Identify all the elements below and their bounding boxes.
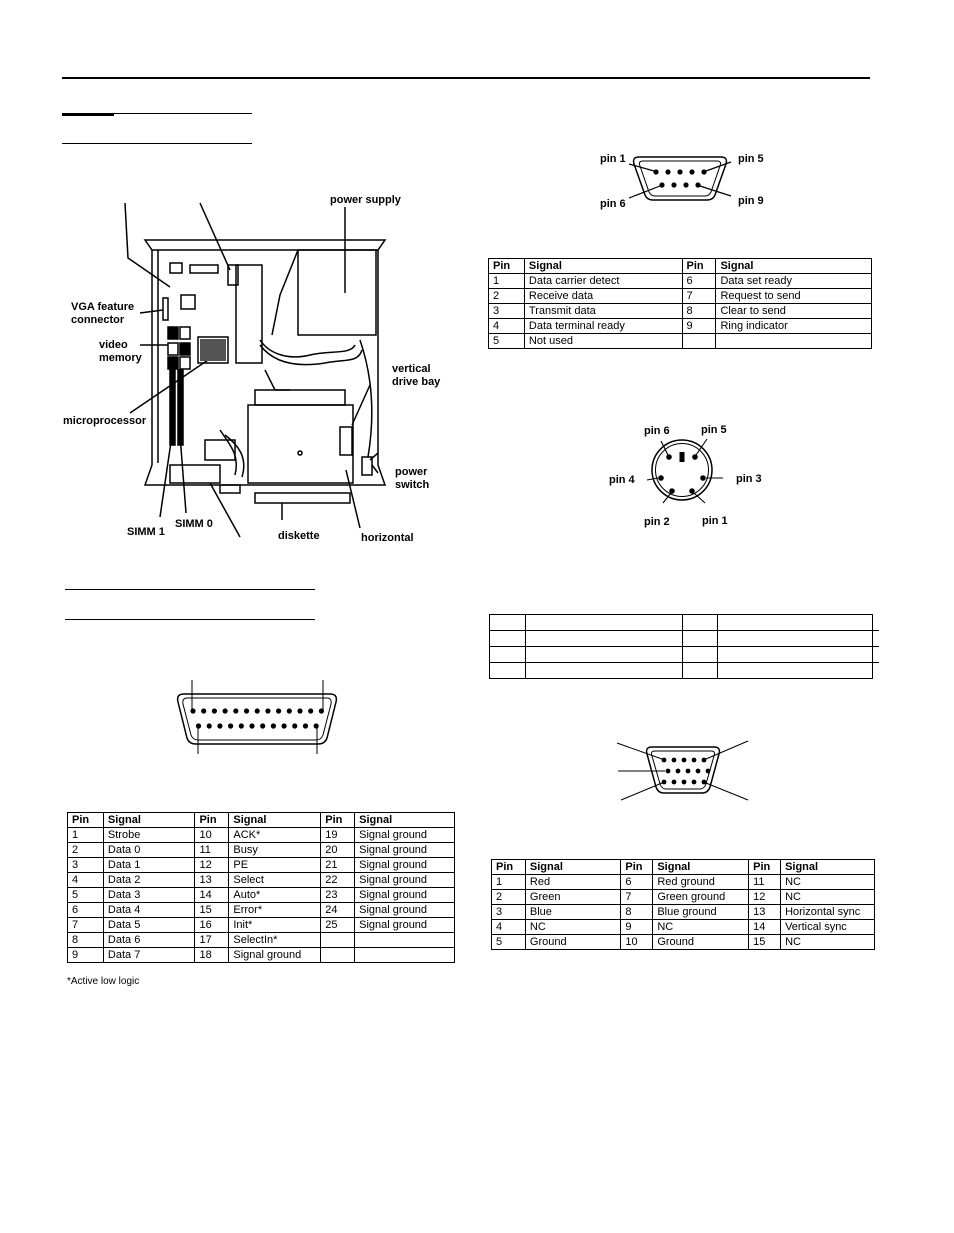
label-simm1: SIMM 1: [127, 526, 165, 538]
table-row: [492, 905, 875, 920]
heading-underline: [62, 114, 114, 116]
table-cell: PE: [229, 858, 321, 873]
table-cell: Not used: [524, 334, 682, 349]
table-cell: Data 6: [103, 933, 195, 948]
table-cell: 2: [68, 843, 104, 858]
serial-pin9-label: pin 9: [738, 195, 764, 207]
table-cell: Auto*: [229, 888, 321, 903]
table-row: [492, 935, 875, 950]
table-cell: 15: [749, 935, 781, 950]
table-row: [68, 828, 455, 843]
vga-pin-table: [491, 859, 875, 950]
table-cell: 2: [492, 890, 526, 905]
pin-dot: [249, 723, 254, 728]
table-cell: Data 7: [103, 948, 195, 963]
table-cell: 7: [682, 289, 716, 304]
serial-connector-diagram: [625, 150, 735, 205]
table-cell: Horizontal sync: [781, 905, 875, 920]
mouse-connector-diagram: [645, 435, 725, 505]
pin-dot: [314, 723, 319, 728]
table-cell: Data 5: [103, 918, 195, 933]
table-cell: 13: [749, 905, 781, 920]
table-cell: Data set ready: [716, 274, 872, 289]
table-cell: Blue: [525, 905, 620, 920]
table-row: [489, 304, 872, 319]
table-header-cell: Signal: [525, 860, 620, 875]
heading-underline: [62, 143, 252, 144]
table-cell: Ring indicator: [716, 319, 872, 334]
active-low-footnote: *Active low logic: [67, 976, 140, 987]
table-cell: Signal ground: [355, 918, 455, 933]
table-cell: [355, 933, 455, 948]
table-cell: Transmit data: [524, 304, 682, 319]
parallel-connector-diagram: [172, 676, 342, 756]
table-cell: Data 1: [103, 858, 195, 873]
table-cell: 14: [749, 920, 781, 935]
pin-dot: [255, 708, 260, 713]
table-cell: Strobe: [103, 828, 195, 843]
pin-dot: [228, 723, 233, 728]
table-cell: Vertical sync: [781, 920, 875, 935]
table-cell: ACK*: [229, 828, 321, 843]
table-cell: Receive data: [524, 289, 682, 304]
table-header-cell: Pin: [749, 860, 781, 875]
table-cell: 8: [68, 933, 104, 948]
heading-underline: [65, 619, 315, 620]
table-row: [68, 843, 455, 858]
table-cell: 5: [68, 888, 104, 903]
pin-dot: [201, 708, 206, 713]
table-cell: 3: [68, 858, 104, 873]
pin-dot: [308, 708, 313, 713]
pin-dot: [303, 723, 308, 728]
table-row: [489, 274, 872, 289]
table-cell: Data 3: [103, 888, 195, 903]
table-cell: 4: [489, 319, 525, 334]
table-row: [489, 319, 872, 334]
table-cell: 6: [621, 875, 653, 890]
table-cell: 15: [195, 903, 229, 918]
table-cell: 19: [321, 828, 355, 843]
table-cell: 17: [195, 933, 229, 948]
table-cell: NC: [781, 890, 875, 905]
table-cell: 7: [621, 890, 653, 905]
pin-dot: [271, 723, 276, 728]
table-cell: 20: [321, 843, 355, 858]
table-cell: 8: [621, 905, 653, 920]
label-switch: switch: [395, 479, 430, 491]
table-cell: 13: [195, 873, 229, 888]
table-cell: [321, 933, 355, 948]
table-cell: [321, 948, 355, 963]
table-row: [68, 933, 455, 948]
table-cell: 11: [195, 843, 229, 858]
top-rule: [62, 77, 870, 79]
table-cell: Signal ground: [355, 843, 455, 858]
pin-dot: [260, 723, 265, 728]
table-header-cell: Signal: [229, 813, 321, 828]
pin-dot: [282, 723, 287, 728]
pin-dot: [265, 708, 270, 713]
table-cell: 10: [195, 828, 229, 843]
table-cell: 3: [489, 304, 525, 319]
table-cell: Ground: [653, 935, 749, 950]
table-cell: NC: [781, 935, 875, 950]
vga-connector-diagram: [614, 738, 752, 806]
table-cell: 11: [749, 875, 781, 890]
table-cell: Select: [229, 873, 321, 888]
table-cell: NC: [781, 875, 875, 890]
table-cell: [682, 334, 716, 349]
table-cell: 10: [621, 935, 653, 950]
table-header-cell: Pin: [492, 860, 526, 875]
table-cell: NC: [653, 920, 749, 935]
table-header-cell: Pin: [195, 813, 229, 828]
pin-dot: [207, 723, 212, 728]
table-cell: 6: [682, 274, 716, 289]
table-cell: 1: [68, 828, 104, 843]
table-header-row: [492, 860, 875, 875]
table-row: [68, 903, 455, 918]
table-header-cell: Signal: [653, 860, 749, 875]
table-cell: 14: [195, 888, 229, 903]
table-row: [489, 334, 872, 349]
label-vga-feature: VGA feature: [71, 301, 135, 313]
table-cell: 21: [321, 858, 355, 873]
table-row: [68, 948, 455, 963]
table-cell: 6: [68, 903, 104, 918]
pin-dot: [223, 708, 228, 713]
table-cell: Signal ground: [355, 888, 455, 903]
table-cell: Init*: [229, 918, 321, 933]
mouse-pin6-label: pin 6: [644, 425, 670, 437]
table-row: [68, 888, 455, 903]
table-cell: Signal ground: [229, 948, 321, 963]
table-cell: 16: [195, 918, 229, 933]
table-row: [68, 858, 455, 873]
label-connector: connector: [71, 314, 125, 326]
label-vertical: vertical: [392, 363, 431, 375]
table-cell: Request to send: [716, 289, 872, 304]
pin-dot: [297, 708, 302, 713]
table-row: [68, 873, 455, 888]
table-cell: SelectIn*: [229, 933, 321, 948]
pin-dot: [244, 708, 249, 713]
table-header-cell: Pin: [489, 259, 525, 274]
table-cell: 7: [68, 918, 104, 933]
label-memory: memory: [99, 352, 142, 364]
table-cell: Error*: [229, 903, 321, 918]
pin-dot: [276, 708, 281, 713]
table-cell: 1: [492, 875, 526, 890]
table-cell: Signal ground: [355, 873, 455, 888]
table-cell: Green: [525, 890, 620, 905]
pin-dot: [233, 708, 238, 713]
table-cell: Red: [525, 875, 620, 890]
table-cell: Signal ground: [355, 858, 455, 873]
table-cell: Green ground: [653, 890, 749, 905]
parallel-pin-table: [67, 812, 455, 963]
table-cell: Signal ground: [355, 903, 455, 918]
label-drive-bay: drive bay: [392, 376, 441, 388]
pin-dot: [217, 723, 222, 728]
table-cell: 23: [321, 888, 355, 903]
table-cell: 12: [195, 858, 229, 873]
label-simm0: SIMM 0: [175, 518, 213, 530]
table-header-cell: Pin: [621, 860, 653, 875]
label-video: video: [99, 339, 128, 351]
table-cell: 5: [489, 334, 525, 349]
table-header-cell: Signal: [103, 813, 195, 828]
table-header-cell: Pin: [682, 259, 716, 274]
table-cell: 9: [68, 948, 104, 963]
table-cell: 24: [321, 903, 355, 918]
table-cell: Blue ground: [653, 905, 749, 920]
mouse-pin4-label: pin 4: [609, 474, 635, 486]
table-cell: 3: [492, 905, 526, 920]
table-cell: [716, 334, 872, 349]
table-row: [492, 875, 875, 890]
table-cell: Ground: [525, 935, 620, 950]
pin-dot: [292, 723, 297, 728]
table-cell: Data terminal ready: [524, 319, 682, 334]
table-header-cell: Pin: [68, 813, 104, 828]
serial-pin-table: [488, 258, 872, 349]
table-cell: 9: [682, 319, 716, 334]
table-cell: Data carrier detect: [524, 274, 682, 289]
table-cell: 8: [682, 304, 716, 319]
empty-pin-table: [489, 614, 873, 678]
serial-pin1-label: pin 1: [600, 153, 626, 165]
table-cell: 4: [492, 920, 526, 935]
table-cell: [355, 948, 455, 963]
table-cell: Data 0: [103, 843, 195, 858]
table-cell: Red ground: [653, 875, 749, 890]
table-cell: Data 4: [103, 903, 195, 918]
table-cell: Data 2: [103, 873, 195, 888]
mouse-pin3-label: pin 3: [736, 473, 762, 485]
table-cell: 4: [68, 873, 104, 888]
table-header-cell: Signal: [355, 813, 455, 828]
mouse-pin5-label: pin 5: [701, 424, 727, 436]
pin-dot: [212, 708, 217, 713]
table-header-cell: Signal: [781, 860, 875, 875]
table-cell: 9: [621, 920, 653, 935]
mouse-pin2-label: pin 2: [644, 516, 670, 528]
table-cell: Signal ground: [355, 828, 455, 843]
table-cell: 25: [321, 918, 355, 933]
serial-pin5-label: pin 5: [738, 153, 764, 165]
table-header-cell: Pin: [321, 813, 355, 828]
table-row: [489, 289, 872, 304]
table-cell: 2: [489, 289, 525, 304]
table-header-cell: Signal: [716, 259, 872, 274]
heading-underline: [65, 589, 315, 590]
table-cell: 1: [489, 274, 525, 289]
pin-dot: [190, 708, 195, 713]
table-cell: Clear to send: [716, 304, 872, 319]
table-header-cell: Signal: [524, 259, 682, 274]
mouse-pin1-label: pin 1: [702, 515, 728, 527]
table-cell: NC: [525, 920, 620, 935]
label-diskette: diskette: [278, 530, 320, 542]
label-power-supply: power supply: [330, 194, 401, 206]
table-cell: 12: [749, 890, 781, 905]
table-header-row: [489, 259, 872, 274]
table-cell: Busy: [229, 843, 321, 858]
label-power: power: [395, 466, 428, 478]
label-microprocessor: microprocessor: [63, 415, 147, 427]
pin-dot: [239, 723, 244, 728]
table-row: [492, 890, 875, 905]
table-row: [68, 918, 455, 933]
table-cell: 5: [492, 935, 526, 950]
pin-dot: [287, 708, 292, 713]
table-cell: 22: [321, 873, 355, 888]
serial-pin6-label: pin 6: [600, 198, 626, 210]
table-cell: 18: [195, 948, 229, 963]
table-row: [492, 920, 875, 935]
label-horizontal: horizontal: [361, 532, 414, 544]
table-header-row: [68, 813, 455, 828]
